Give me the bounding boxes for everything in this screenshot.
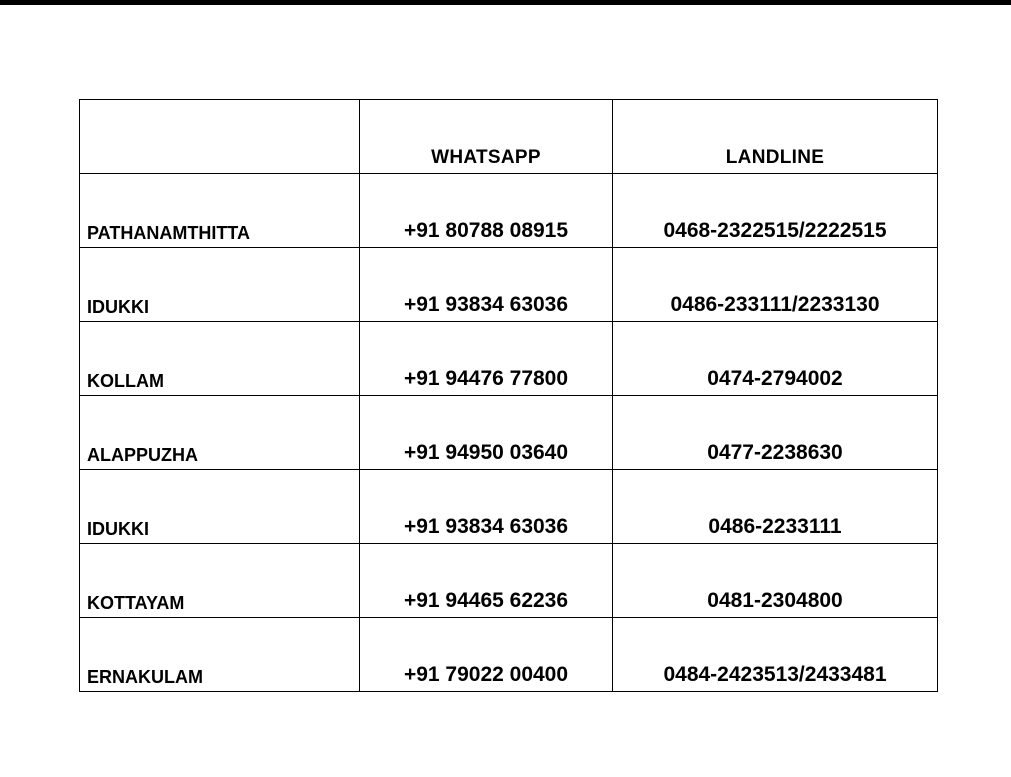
table-row (80, 248, 938, 322)
landline-number: 0477-2238630 (613, 396, 938, 470)
whatsapp-column-header: WHATSAPP (360, 100, 613, 174)
whatsapp-number: +91 94476 77800 (360, 322, 613, 396)
whatsapp-number: +91 79022 00400 (360, 618, 613, 692)
whatsapp-number: +91 93834 63036 (360, 248, 613, 322)
district-cell: IDUKKI (80, 470, 360, 544)
table-row (80, 618, 938, 692)
district-cell: ERNAKULAM (80, 618, 360, 692)
landline-number: 0468-2322515/2222515 (613, 174, 938, 248)
district-cell: KOTTAYAM (80, 544, 360, 618)
whatsapp-number: +91 94465 62236 (360, 544, 613, 618)
table-row (80, 544, 938, 618)
landline-number: 0486-233111/2233130 (613, 248, 938, 322)
table-row (80, 396, 938, 470)
table-row (80, 174, 938, 248)
district-column-header (80, 100, 360, 174)
landline-column-header: LANDLINE (613, 100, 938, 174)
whatsapp-number: +91 80788 08915 (360, 174, 613, 248)
landline-number: 0474-2794002 (613, 322, 938, 396)
landline-number: 0484-2423513/2433481 (613, 618, 938, 692)
table-row (80, 470, 938, 544)
district-cell: PATHANAMTHITTA (80, 174, 360, 248)
district-cell: ALAPPUZHA (80, 396, 360, 470)
table-row (80, 322, 938, 396)
top-border-bar (0, 0, 1011, 5)
whatsapp-number: +91 94950 03640 (360, 396, 613, 470)
landline-number: 0486-2233111 (613, 470, 938, 544)
landline-number: 0481-2304800 (613, 544, 938, 618)
whatsapp-number: +91 93834 63036 (360, 470, 613, 544)
table-header-row (80, 100, 938, 174)
district-cell: KOLLAM (80, 322, 360, 396)
district-cell: IDUKKI (80, 248, 360, 322)
contact-table (79, 99, 938, 692)
